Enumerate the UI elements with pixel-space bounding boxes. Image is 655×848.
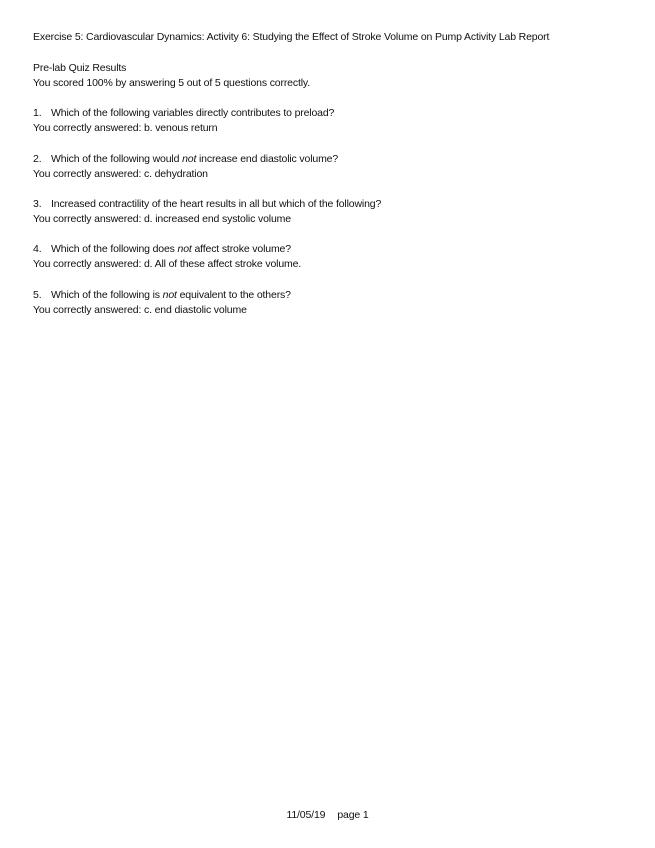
question-emphasis: not: [162, 289, 177, 301]
question-text: [33, 242, 301, 257]
question-text-after: equivalent to the others?: [176, 289, 291, 301]
question-number: 1.: [33, 107, 42, 119]
question-item: [33, 288, 291, 318]
answer-text: You correctly answered: c. end diastolic volume: [33, 304, 247, 316]
question-item: [33, 242, 301, 272]
results-heading: Pre-lab Quiz Results: [33, 62, 127, 74]
question-text: [33, 152, 338, 167]
quiz-results-section: [33, 61, 310, 91]
answer-text: You correctly answered: c. dehydration: [33, 168, 208, 180]
question-text-before: Which of the following variables directly contributes to preload?: [51, 107, 335, 119]
score-summary: You scored 100% by answering 5 out of 5 questions correctly.: [33, 77, 311, 89]
question-number: 4.: [33, 243, 42, 255]
question-text-after: increase end diastolic volume?: [196, 153, 339, 165]
answer-text: You correctly answered: d. increased end systolic volume: [33, 213, 291, 225]
answer-text: You correctly answered: d. All of these affect stroke volume.: [33, 258, 302, 270]
question-item: [33, 106, 334, 136]
question-number: 2.: [33, 153, 42, 165]
question-text: [33, 288, 291, 303]
question-item: [33, 152, 338, 182]
question-emphasis: not: [182, 153, 197, 165]
question-item: [33, 197, 381, 227]
question-text-after: affect stroke volume?: [191, 243, 291, 255]
footer-page-number: page 1: [337, 809, 369, 821]
question-emphasis: not: [177, 243, 192, 255]
footer-date: 11/05/19: [286, 809, 326, 821]
report-title: Exercise 5: Cardiovascular Dynamics: Activity 6: Studying the Effect of Stroke Volume on Pump Activity Lab Report: [33, 31, 550, 43]
answer-text: You correctly answered: b. venous return: [33, 122, 218, 134]
question-number: 3.: [33, 198, 42, 210]
question-text-before: Which of the following does: [51, 243, 178, 255]
question-text-before: Which of the following would: [51, 153, 183, 165]
question-number: 5.: [33, 289, 42, 301]
question-text-before: Increased contractility of the heart results in all but which of the following?: [51, 198, 382, 210]
page-footer: [0, 809, 655, 822]
question-text: [33, 197, 381, 212]
question-text: [33, 106, 334, 121]
question-text-before: Which of the following is: [51, 289, 163, 301]
